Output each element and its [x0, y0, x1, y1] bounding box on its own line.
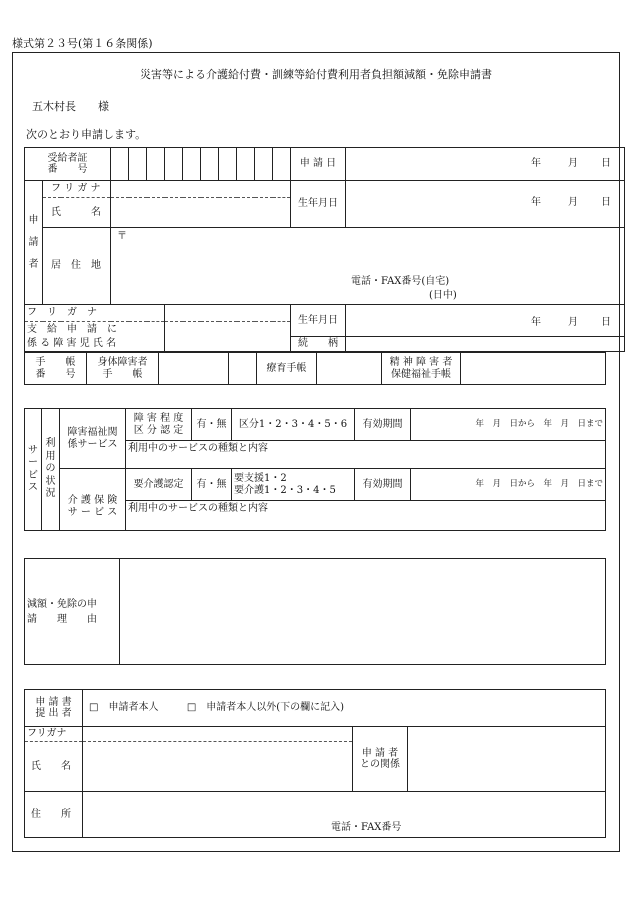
- handbook-table: [24, 352, 606, 385]
- cert-digit[interactable]: [237, 148, 255, 181]
- cert-digit[interactable]: [165, 148, 183, 181]
- submitter-furigana-label: フリガナ: [25, 727, 83, 742]
- welfare-yes-no[interactable]: 有・無: [192, 409, 232, 441]
- name-field[interactable]: [111, 198, 291, 228]
- care-service-label: 介 護 保 険 サ ー ビ ス: [60, 469, 126, 531]
- child-furigana-label: フ リ ガ ナ: [25, 305, 165, 322]
- reason-table: [24, 558, 606, 665]
- cert-digit[interactable]: [129, 148, 147, 181]
- submitter-furigana-field[interactable]: [83, 727, 353, 742]
- relation-field[interactable]: [346, 337, 625, 352]
- care-cert-label: 要介護認定: [126, 469, 192, 501]
- cert-digit[interactable]: [183, 148, 201, 181]
- child-name-field[interactable]: [165, 322, 291, 352]
- welfare-service-label: 障害福祉関 係サービス: [60, 409, 126, 469]
- submitter-name-field[interactable]: [83, 742, 353, 792]
- addressee: 五木村長 様: [32, 100, 109, 113]
- apply-date-label: 申 請 日: [291, 148, 346, 181]
- child-furigana-field[interactable]: [165, 305, 291, 322]
- spacer-cell: [229, 353, 257, 385]
- submitter-table: [24, 689, 606, 838]
- mental-handbook-field[interactable]: [461, 353, 606, 385]
- handbook-label: 手 帳 番 号: [25, 353, 87, 385]
- opt-other-checkbox[interactable]: □ 申請者本人以外(下の欄に記入): [186, 702, 345, 714]
- service-side-inner: 利 用 の 状 況: [42, 409, 60, 531]
- furigana-label: フ リ ガ ナ: [43, 181, 111, 198]
- reason-label: 減額・免除の申 請 理 由: [25, 559, 120, 665]
- cert-digit[interactable]: [201, 148, 219, 181]
- care-period-field[interactable]: 年 月 日から 年 月 日まで: [411, 469, 606, 501]
- birth-label: 生年月日: [291, 181, 346, 228]
- applicant-side-label: 申 請 者: [25, 181, 43, 305]
- care-in-use[interactable]: 利用中のサービスの種類と内容: [126, 501, 606, 531]
- applicant-table: [24, 147, 625, 352]
- intro-text: 次のとおり申請します。: [26, 128, 147, 141]
- submitter-phone-label: 電話・FAX番号: [331, 822, 402, 833]
- relation-label: 申 請 者 との関係: [353, 727, 408, 792]
- relation-field[interactable]: [408, 727, 606, 792]
- apply-date-field[interactable]: 年 月 日: [346, 148, 625, 181]
- birth-field[interactable]: 年 月 日: [346, 181, 625, 228]
- name-label: 氏 名: [43, 198, 111, 228]
- postal-mark: 〒: [117, 231, 127, 242]
- furigana-field[interactable]: [111, 181, 291, 198]
- child-birth-field[interactable]: 年 月 日: [346, 305, 625, 337]
- category-options[interactable]: 区分1・2・3・4・5・6: [232, 409, 355, 441]
- cert-digit[interactable]: [255, 148, 273, 181]
- phone-home-label: 電話・FAX番号(自宅): [351, 276, 450, 287]
- child-name-label: 支 給 申 請 に 係 る 障 害 児 氏 名: [25, 322, 165, 352]
- submitter-options: [83, 690, 606, 727]
- welfare-in-use[interactable]: 利用中のサービスの種類と内容: [126, 441, 606, 469]
- cert-digit[interactable]: [219, 148, 237, 181]
- child-birth-label: 生年月日: [291, 305, 346, 337]
- reason-field[interactable]: [120, 559, 606, 665]
- cert-digit[interactable]: [273, 148, 291, 181]
- form-number: 様式第２３号(第１６条関係): [12, 37, 153, 50]
- mental-handbook-label: 精 神 障 害 者 保健福祉手帳: [382, 353, 461, 385]
- submitter-name-label: 氏 名: [25, 742, 83, 792]
- service-table: [24, 408, 606, 531]
- opt-self-checkbox[interactable]: □ 申請者本人: [89, 702, 159, 714]
- care-level-options[interactable]: 要支援1・2 要介護1・2・3・4・5: [232, 469, 355, 501]
- recipient-cert-label: 受給者証 番 号: [25, 148, 111, 181]
- physical-handbook-label: 身体障害者 手 帳: [87, 353, 159, 385]
- form-title: 災害等による介護給付費・訓練等給付費利用者負担額減額・免除申請書: [140, 68, 492, 81]
- welfare-validity-label: 有効期間: [355, 409, 411, 441]
- submitter-label: 申 請 書 提 出 者: [25, 690, 83, 727]
- cert-digit[interactable]: [111, 148, 129, 181]
- ryoiku-label: 療育手帳: [257, 353, 317, 385]
- welfare-period-field[interactable]: 年 月 日から 年 月 日まで: [411, 409, 606, 441]
- relation-label: 続 柄: [291, 337, 346, 352]
- address-field[interactable]: [111, 228, 625, 305]
- service-side-outer: サ ー ビ ス: [25, 409, 42, 531]
- submitter-address-field[interactable]: [83, 792, 606, 838]
- care-validity-label: 有効期間: [355, 469, 411, 501]
- degree-label: 障 害 程 度 区 分 認 定: [126, 409, 192, 441]
- ryoiku-field[interactable]: [317, 353, 382, 385]
- physical-handbook-field[interactable]: [159, 353, 229, 385]
- care-yes-no[interactable]: 有・無: [192, 469, 232, 501]
- submitter-address-label: 住 所: [25, 792, 83, 838]
- address-label: 居 住 地: [43, 228, 111, 305]
- phone-day-label: (日中): [429, 290, 457, 301]
- cert-digit[interactable]: [147, 148, 165, 181]
